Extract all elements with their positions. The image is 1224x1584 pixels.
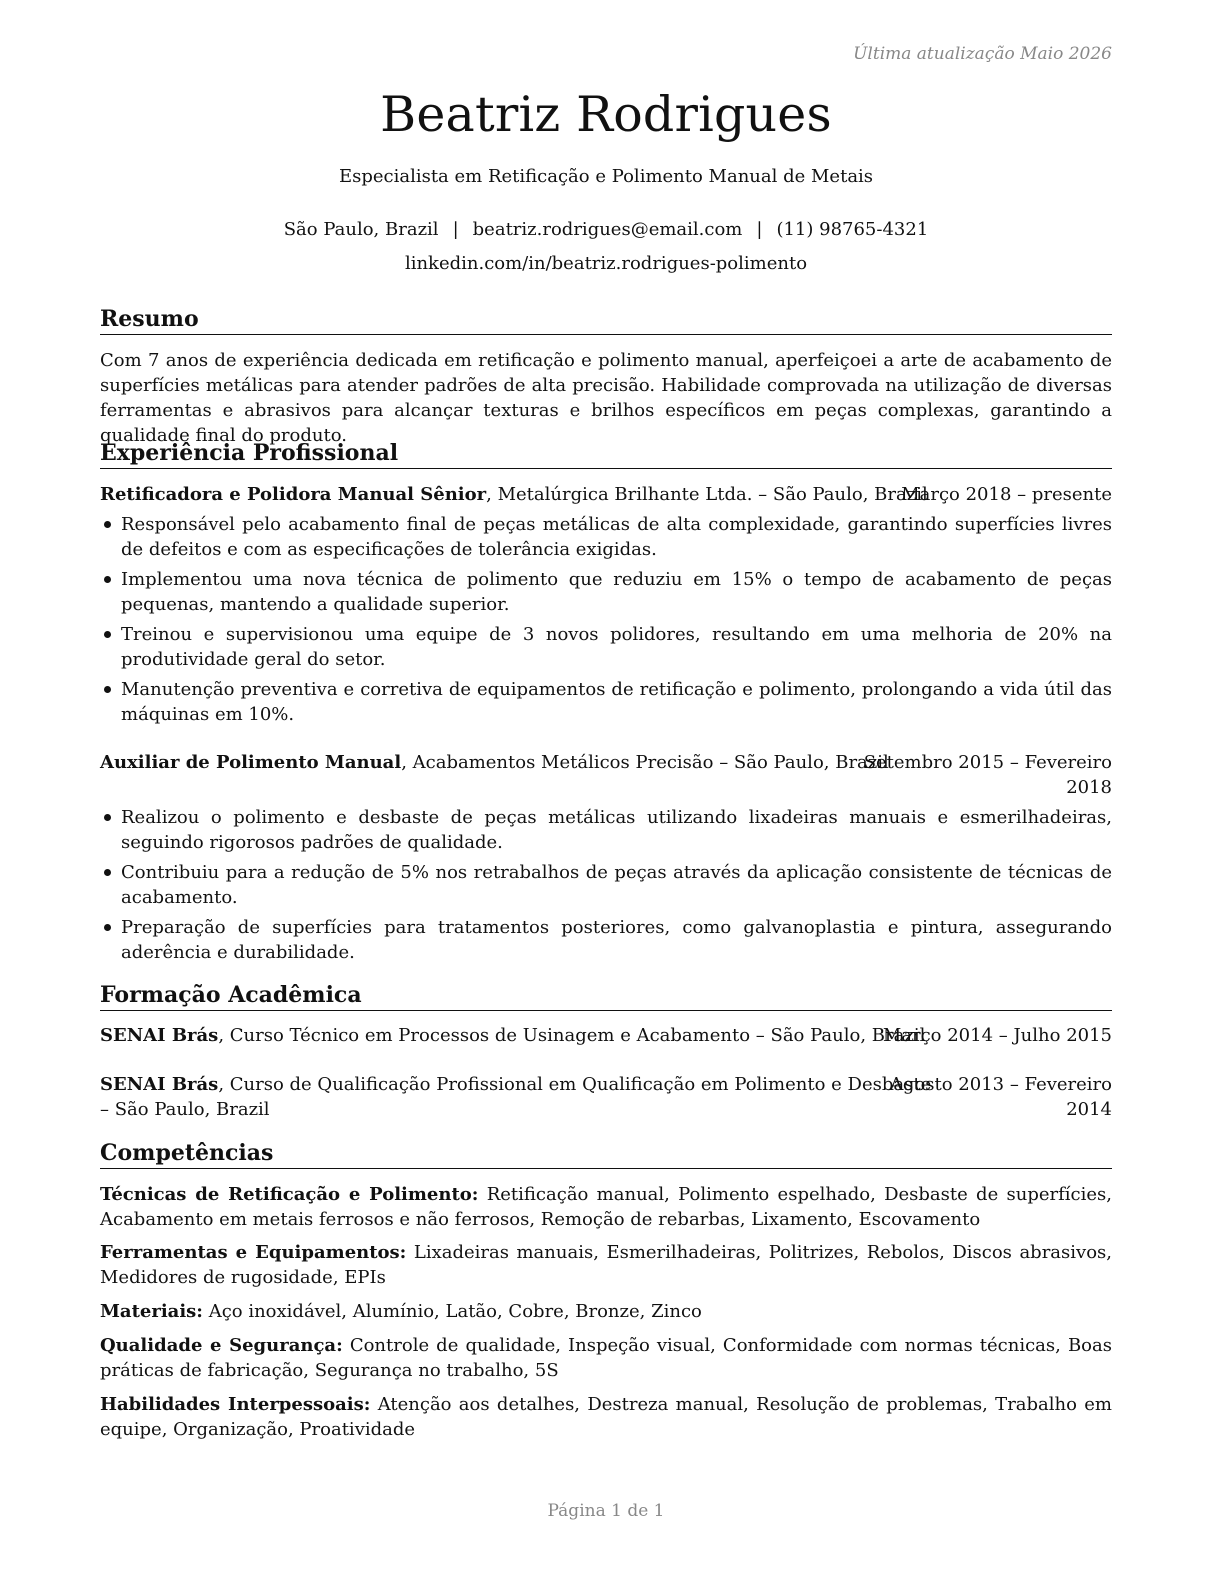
education-dates-line: 2014 — [1066, 1099, 1112, 1120]
job-dates-line: Setembro 2015 – Fevereiro — [863, 752, 1112, 773]
job-dates: Março 2018 – presente — [901, 484, 1112, 505]
summary-text: Com 7 anos de experiência dedicada em retificação e polimento manual, aperfeiçoei a arte de acabamento de superfícies metálicas para atender padrões de alta precisão. Habilidade comprovada na utilização de diversas ferramentas e abrasivos para alcançar texturas e brilhos específicos em peças complexas, garantindo a qualidade final do produto. — [100, 350, 1112, 446]
list-item: Treinou e supervisionou uma equipe de 3 novos polidores, resultando em uma melhoria de 20% na produtividade geral do setor. — [100, 622, 1112, 672]
education-line — [100, 1072, 931, 1122]
education-item — [100, 1023, 1112, 1048]
education-dates — [890, 1072, 1112, 1122]
phone: (11) 98765-4321 — [776, 219, 929, 240]
skill-value: Atenção aos detalhes, Destreza manual, Resolução de problemas, Trabalho em equipe, Organização, Proatividade — [100, 1394, 1112, 1440]
education-line — [100, 1023, 925, 1048]
job-dates-line: 2018 — [1066, 777, 1112, 798]
list-item: Manutenção preventiva e corretiva de equipamentos de retificação e polimento, prolongando a vida útil das máquinas em 10%. — [100, 677, 1112, 727]
email-link[interactable]: beatriz.rodrigues@email.com — [472, 219, 743, 240]
location: São Paulo, Brazil — [283, 219, 439, 240]
skill-row — [100, 1392, 1112, 1442]
section-title-education: Formação Acadêmica — [100, 981, 1112, 1011]
section-title-summary: Resumo — [100, 305, 1112, 335]
education-item — [100, 1072, 1112, 1122]
education-school: SENAI Brás — [100, 1025, 219, 1046]
skill-label: Materiais: — [100, 1301, 203, 1322]
last-updated: Última atualização Maio 2026 — [853, 44, 1112, 64]
education-course: , Curso de Qualificação Profissional em Qualificação em Polimento e Desbaste — [218, 1074, 932, 1095]
list-item: Preparação de superfícies para tratamentos posteriores, como galvanoplastia e pintura, assegurando aderência e durabilidade. — [100, 915, 1112, 965]
education-school: SENAI Brás — [100, 1074, 219, 1095]
job-header — [100, 482, 1112, 507]
section-title-experience: Experiência Profissional — [100, 439, 1112, 469]
skill-value: Retificação manual, Polimento espelhado, Desbaste de superfícies, Acabamento em metais ferrosos e não ferrosos, Remoção de rebarbas, Lixamento, Escovamento — [100, 1184, 1112, 1230]
linkedin-link[interactable]: linkedin.com/in/beatriz.rodrigues-polimento — [404, 253, 808, 274]
job-company: , Acabamentos Metálicos Precisão – São Paulo, Brazil — [401, 752, 889, 773]
section-title-skills: Competências — [100, 1139, 1112, 1169]
job-bullets — [100, 512, 1112, 732]
skill-label: Habilidades Interpessoais: — [100, 1394, 371, 1415]
skill-row — [100, 1182, 1112, 1232]
skill-label: Qualidade e Segurança: — [100, 1335, 343, 1356]
resume-page — [100, 0, 1112, 1584]
job-title-line — [100, 482, 928, 507]
job-role: Retificadora e Polidora Manual Sênior — [100, 484, 487, 505]
job-title-line — [100, 750, 889, 775]
skill-value: Controle de qualidade, Inspeção visual, Conformidade com normas técnicas, Boas práticas de fabricação, Segurança no trabalho, 5S — [100, 1335, 1112, 1381]
skill-value: Lixadeiras manuais, Esmerilhadeiras, Politrizes, Rebolos, Discos abrasivos, Medidores de rugosidade, EPIs — [100, 1242, 1112, 1288]
list-item: Responsável pelo acabamento final de peças metálicas de alta complexidade, garantindo superfícies livres de defeitos e com as especificações de tolerância exigidas. — [100, 512, 1112, 562]
skill-label: Ferramentas e Equipamentos: — [100, 1242, 407, 1263]
skill-row — [100, 1333, 1112, 1383]
education-dates-line: Agosto 2013 – Fevereiro — [889, 1074, 1112, 1095]
skill-value: Aço inoxidável, Alumínio, Latão, Cobre, Bronze, Zinco — [202, 1301, 702, 1322]
list-item: Implementou uma nova técnica de polimento que reduziu em 15% o tempo de acabamento de peças pequenas, mantendo a qualidade superior. — [100, 567, 1112, 617]
list-item: Contribuiu para a redução de 5% nos retrabalhos de peças através da aplicação consistente de técnicas de acabamento. — [100, 860, 1112, 910]
skill-row — [100, 1299, 1112, 1324]
skill-row — [100, 1240, 1112, 1290]
list-item: Realizou o polimento e desbaste de peças metálicas utilizando lixadeiras manuais e esmerilhadeiras, seguindo rigorosos padrões de qualidade. — [100, 805, 1112, 855]
job-role: Auxiliar de Polimento Manual — [100, 752, 402, 773]
candidate-name: Beatriz Rodrigues — [380, 86, 832, 143]
separator: | — [756, 219, 763, 240]
education-dates: Março 2014 – Julho 2015 — [882, 1025, 1112, 1046]
headline: Especialista em Retificação e Polimento Manual de Metais — [338, 166, 874, 187]
separator: | — [452, 219, 459, 240]
page-number: Página 1 de 1 — [547, 1501, 665, 1521]
job-bullets — [100, 805, 1112, 970]
job-header — [100, 750, 1112, 800]
contact-line — [100, 219, 1112, 240]
education-course: , Curso Técnico em Processos de Usinagem e Acabamento – São Paulo, Brazil — [218, 1025, 926, 1046]
skill-label: Técnicas de Retificação e Polimento: — [100, 1184, 479, 1205]
education-course: – São Paulo, Brazil — [100, 1099, 270, 1120]
job-company: , Metalúrgica Brilhante Ltda. – São Paulo, Brazil — [486, 484, 928, 505]
job-dates — [864, 750, 1112, 800]
